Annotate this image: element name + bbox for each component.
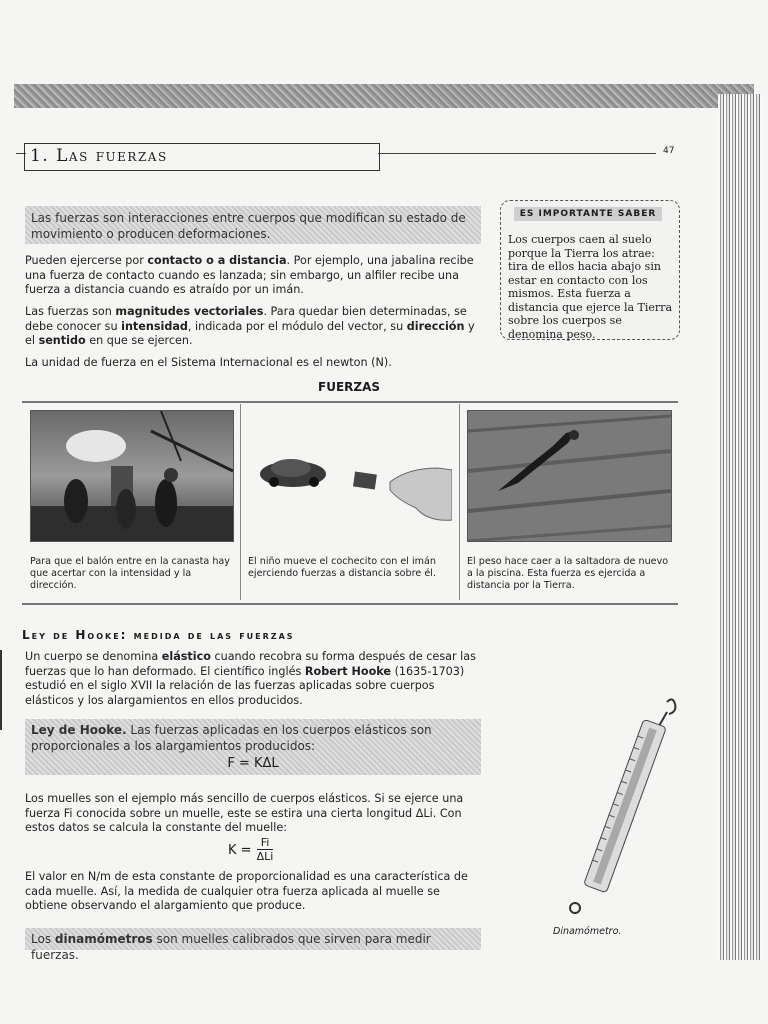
paragraph-elastic (25, 650, 483, 708)
text: Un cuerpo se denomina (25, 650, 162, 663)
bold-term: Robert Hooke (304, 664, 392, 678)
definition-forces-text: Las fuerzas son interacciones entre cuerpos que modifican su estado de movimiento o producen deformaciones. (31, 211, 466, 241)
important-box-title: ES IMPORTANTE SABER (514, 207, 662, 221)
figure-separator (459, 404, 460, 600)
hooke-law-label: Ley de Hooke. (31, 723, 127, 737)
k-formula-lhs: K = (228, 843, 252, 858)
bold-term: dinamómetros (54, 932, 153, 946)
page-number: 47 (663, 146, 675, 156)
text: Pueden ejercerse por (25, 254, 148, 267)
basketball-photo (30, 410, 234, 542)
section-heading-hooke: Ley de Hooke: medida de las fuerzas (22, 628, 295, 642)
bold-term: contacto o a distancia (147, 254, 287, 267)
text: cuando recobra su forma después de cesar las fuerzas que lo han deformado. El científico inglés (25, 650, 476, 678)
important-box-text: Los cuerpos caen al suelo porque la Tierra los atrae: tira de ellos hacia abajo sin estar en contacto con los mismos. Esta fuerza a distancia que ejerce la Tierra sobre los cuerpos se denomina peso. (508, 233, 673, 341)
bold-term: intensidad (121, 319, 188, 333)
diver-photo (467, 410, 672, 542)
scan-page-edge (718, 94, 762, 960)
hooke-formula: F = KΔL (227, 756, 279, 771)
dynamometer-illustration (555, 696, 685, 918)
paragraph-springs: Los muelles son el ejemplo más sencillo de cuerpos elásticos. Si se ejerce una fuerza Fi conocida sobre un muelle, este se estira una cierta longitud ΔLi. Con estos datos se calcula la constante del muelle: (25, 792, 464, 834)
section-title: 1. Las fuerzas (30, 146, 168, 166)
text: , indicada por el módulo del vector, su (187, 319, 407, 333)
paragraph-vector (25, 305, 481, 349)
figure-title: FUERZAS (318, 380, 381, 394)
magnet-car-photo (248, 410, 452, 540)
bold-term: dirección (406, 319, 465, 333)
hooke-law-text (25, 719, 481, 754)
bold-term: magnitudes vectoriales (115, 305, 264, 318)
k-denominator: ΔLi (256, 850, 274, 863)
k-numerator: Fi (257, 836, 274, 850)
caption-diver: El peso hace caer a la saltadora de nuevo a la piscina. Esta fuerza es ejercida a distancia por la Tierra. (467, 556, 669, 591)
text: (1635-1703) estudió en el siglo XVII la relación de las fuerzas aplicadas sobre cuerpos elásticos y los alargamientos en ellos producidos. (25, 664, 465, 707)
text: Las fuerzas son (25, 305, 116, 318)
definition-forces-box (25, 206, 481, 244)
paragraph-contact-distance (25, 254, 481, 298)
paragraph-unit: La unidad de fuerza en el Sistema Internacional es el newton (N). (25, 356, 392, 369)
scan-top-band (14, 84, 754, 108)
text: Los (31, 932, 55, 946)
scan-left-mark (0, 650, 2, 730)
text: son muelles calibrados que sirven para medir fuerzas. (31, 932, 431, 962)
text: en que se ejercen. (85, 334, 193, 347)
dynamometer-caption: Dinamómetro. (553, 926, 622, 937)
caption-basketball: Para que el balón entre en la canasta hay que acertar con la intensidad y la dirección. (30, 556, 230, 591)
caption-magnet: El niño mueve el cochecito con el imán ejerciendo fuerzas a distancia sobre él. (248, 556, 436, 579)
text: y el (25, 319, 475, 347)
k-formula-fraction (257, 836, 274, 863)
k-formula (228, 836, 273, 863)
text: . Para quedar bien determinadas, se debe conocer su (25, 305, 467, 333)
definition-dynamometer-box (25, 928, 481, 962)
paragraph-constant: El valor en N/m de esta constante de proporcionalidad es una característica de cada muelle. Así, la medida de cualquier otra fuerza aplicada al muelle se obtiene observando el alargamiento que produce. (25, 870, 468, 912)
figure-separator (240, 404, 241, 600)
hooke-law-box (25, 719, 481, 775)
definition-dynamometer-text (25, 928, 481, 966)
bold-term: sentido (38, 334, 86, 347)
title-rule (378, 153, 656, 154)
bold-term: elástico (161, 650, 211, 663)
text: . Por ejemplo, una jabalina recibe una fuerza de contacto cuando es lanzada; sin embargo, un alfiler recibe una fuerza a distancia cuando es atraído por un imán. (25, 254, 474, 296)
text: Las fuerzas aplicadas en los cuerpos elásticos son proporcionales a los alargamientos producidos: (31, 723, 432, 753)
